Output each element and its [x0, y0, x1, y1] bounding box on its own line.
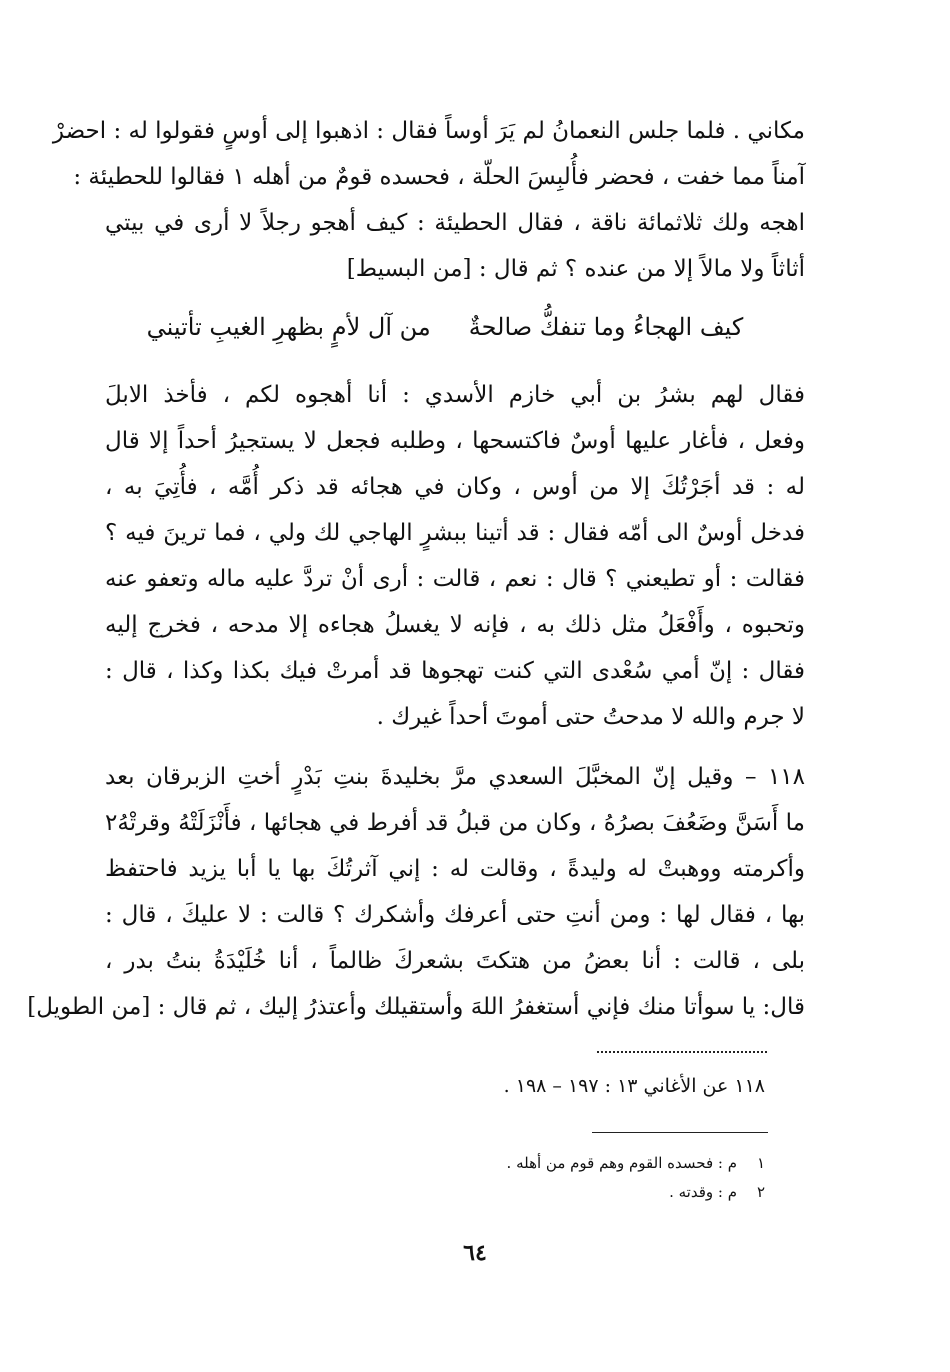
text-line: فقال لهم بشرُ بن أبي خازم الأسدي : أنا أهجوه لكم ، فأخذ الابلَ — [105, 382, 805, 408]
footnote-1 — [507, 1154, 765, 1172]
footnote-2 — [669, 1183, 765, 1201]
text-line: آمناً مما خفت ، فحضر فأُلبِسَ الحلّة ، فحسده قومٌ من أهله ١ فقالوا للحطيئة : — [73, 164, 805, 190]
text-line: فدخل أوسٌ الى أمّه فقال : قد أتينا ببشرٍ الهاجي لك ولي ، فما ترينَ فيه ؟ — [105, 520, 805, 546]
paragraph-3 — [27, 754, 805, 1030]
dotted-separator — [597, 1051, 767, 1053]
text-line: وفعل ، فأغار عليها أوسٌ فاكتسحها ، وطلبه فجعل لا يستجيرُ أحداً إلا قال — [105, 428, 805, 454]
text-line: وتحبوه ، وأَفْعَلُ مثل ذلك به ، فإنه لا يغسلُ هجاءه إلا مدحه ، فخرج إليه — [105, 612, 805, 638]
text-line: له : قد أجَرْتُكَ إلا من أوس ، وكان في هجائه قد ذكر أُمَّه ، فأُتِيَ به ، — [105, 474, 805, 500]
footnote-text: م : وقدته . — [669, 1183, 737, 1201]
text-line: ما أَسَنَّ وضَعُفَ بصرُهُ ، وكان من قبلُ قد أفرط في هجائها ، فأَنْزَلَتْهُ وقرتْهُ٢ — [105, 810, 805, 836]
text-line: فقالت : أو تطيعني ؟ قال : نعم ، قالت : أرى أنْ تردَّ عليه ماله وتعفو عنه — [105, 566, 805, 592]
text-line: لا جرم والله لا مدحتُ حتى أموتَ أحداً غيرك . — [376, 704, 805, 730]
text-line: قال: يا سوأتا منك فإني أستغفرُ اللهَ وأستقيلك وأعتذرُ إليك ، ثم قال : [من الطويل] — [27, 994, 805, 1020]
footnote-text: م : فحسده القوم وهم قوم من أهله . — [506, 1154, 737, 1172]
footnote-number: ١ — [756, 1154, 765, 1172]
text-line: بها ، فقال لها : ومن أنتِ حتى أعرفك وأشكرك ؟ قالت : لا عليكَ ، قال : — [105, 902, 805, 928]
source-note: ١١٨ عن الأغاني ١٣ : ١٩٧ – ١٩٨ . — [503, 1075, 765, 1097]
footnote-number: ٢ — [756, 1183, 765, 1201]
text-line: فقال : إنّ أمي سُعْدى التي كنت تهجوها قد أمرتْ فيك بكذا وكذا ، قال : — [105, 658, 805, 684]
text-line: أثاثاً ولا مالاً إلا من عنده ؟ ثم قال : [من البسيط] — [346, 256, 805, 282]
text-line: بلى ، قالت : أنا بعضُ من هتكتَ بشعركَ ظالماً ، أنا خُلَيْدَةُ بنتُ بدر ، — [105, 948, 805, 974]
footnote-separator — [592, 1132, 768, 1133]
text-line: اهجه ولك ثلاثمائة ناقة ، فقال الحطيئة : كيف أهجو رجلاً لا أرى في بيتي — [105, 210, 805, 236]
paragraph-1 — [52, 108, 805, 292]
text-line: ١١٨ – وقيل إنّ المخبَّلَ السعدي مرَّ بخليدةَ بنتِ بَدْرٍ أختِ الزبرقان بعد — [105, 764, 805, 790]
text-line: مكاني . فلما جلس النعمانُ لم يَرَ أوساً فقال : اذهبوا إلى أوسٍ فقولوا له : احضرْ — [52, 118, 805, 144]
poem-verse — [105, 302, 785, 352]
paragraph-2 — [105, 372, 805, 740]
page-number: ٦٤ — [463, 1240, 487, 1266]
verse-hemistich-2: من آل لأمٍ بظهرِ الغيبِ تأتيني — [146, 313, 431, 341]
text-line: وأكرمته ووهبتْ له وليدةً ، وقالت له : إني آثرتُكَ بها يا أبا يزيد فاحتفظ — [105, 856, 805, 882]
verse-hemistich-1: كيف الهجاءُ وما تنفكُّ صالحةٌ — [468, 313, 744, 341]
